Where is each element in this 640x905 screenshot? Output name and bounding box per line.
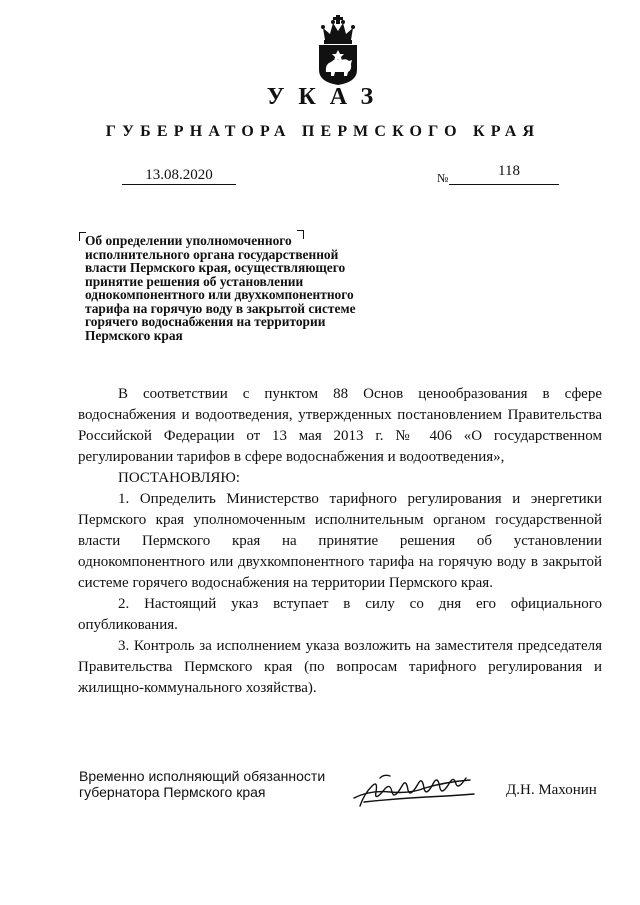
decree-item: 3. Контроль за исполнением указа возложить на заместителя председателя Правительства Пермского края (по вопросам тарифного регулирования и жилищно-коммунального хозяйства). — [78, 638, 602, 696]
preamble-paragraph: В соответствии с пунктом 88 Основ ценообразования в сфере водоснабжения и водоотведения, утвержденных постановлением Правительства Российской Федерации от 13 мая 2013 г. № 406 «О государственном регулировании тарифов в сфере водоснабжения и водоотведения», — [78, 386, 602, 465]
signatory-position — [79, 768, 359, 800]
subject-line: горячего водоснабжения на территории — [85, 314, 326, 329]
subject-line: однокомпонентного или двухкомпонентного — [85, 287, 354, 302]
document-title: УКАЗ — [266, 84, 388, 110]
document-issuer: ГУБЕРНАТОРА ПЕРМСКОГО КРАЯ — [105, 123, 541, 140]
document-body — [78, 384, 602, 699]
number-underline — [449, 184, 559, 185]
subject-line: тарифа на горячую воду в закрытой системе — [85, 300, 356, 316]
decree-keyword: ПОСТАНОВЛЯЮ: — [118, 470, 240, 486]
subject-line: исполнительного органа государственной — [85, 246, 339, 262]
coat-of-arms-emblem — [313, 14, 363, 86]
document-date: 13.08.2020 — [122, 166, 236, 185]
decree-item: 1. Определить Министерство тарифного регулирования и энергетики Пермского края уполномоченным исполнительным органом государственной власти Пермского края на принятие решения об установлении однокомпонентного или двухкомпонентного тарифа на горячую воду в закрытой системе горячего водоснабжения на территории Пермского края. — [78, 491, 602, 591]
handwritten-signature — [350, 768, 480, 810]
document-number: 118 — [498, 163, 520, 179]
decree-item: 2. Настоящий указ вступает в силу со дня его официального опубликования. — [78, 596, 602, 633]
position-line: губернатора Пермского края — [79, 784, 266, 800]
document-subject — [85, 234, 415, 342]
subject-line: Пермского края — [85, 327, 183, 343]
signatory-name: Д.Н. Махонин — [506, 782, 597, 798]
subject-line: принятие решения об установлении — [85, 273, 304, 289]
subject-line: Об определении уполномоченного — [85, 233, 292, 248]
subject-line: власти Пермского края, осуществляющего — [85, 260, 346, 275]
number-sign: № — [437, 171, 449, 185]
position-line: Временно исполняющий обязанности — [79, 768, 326, 784]
